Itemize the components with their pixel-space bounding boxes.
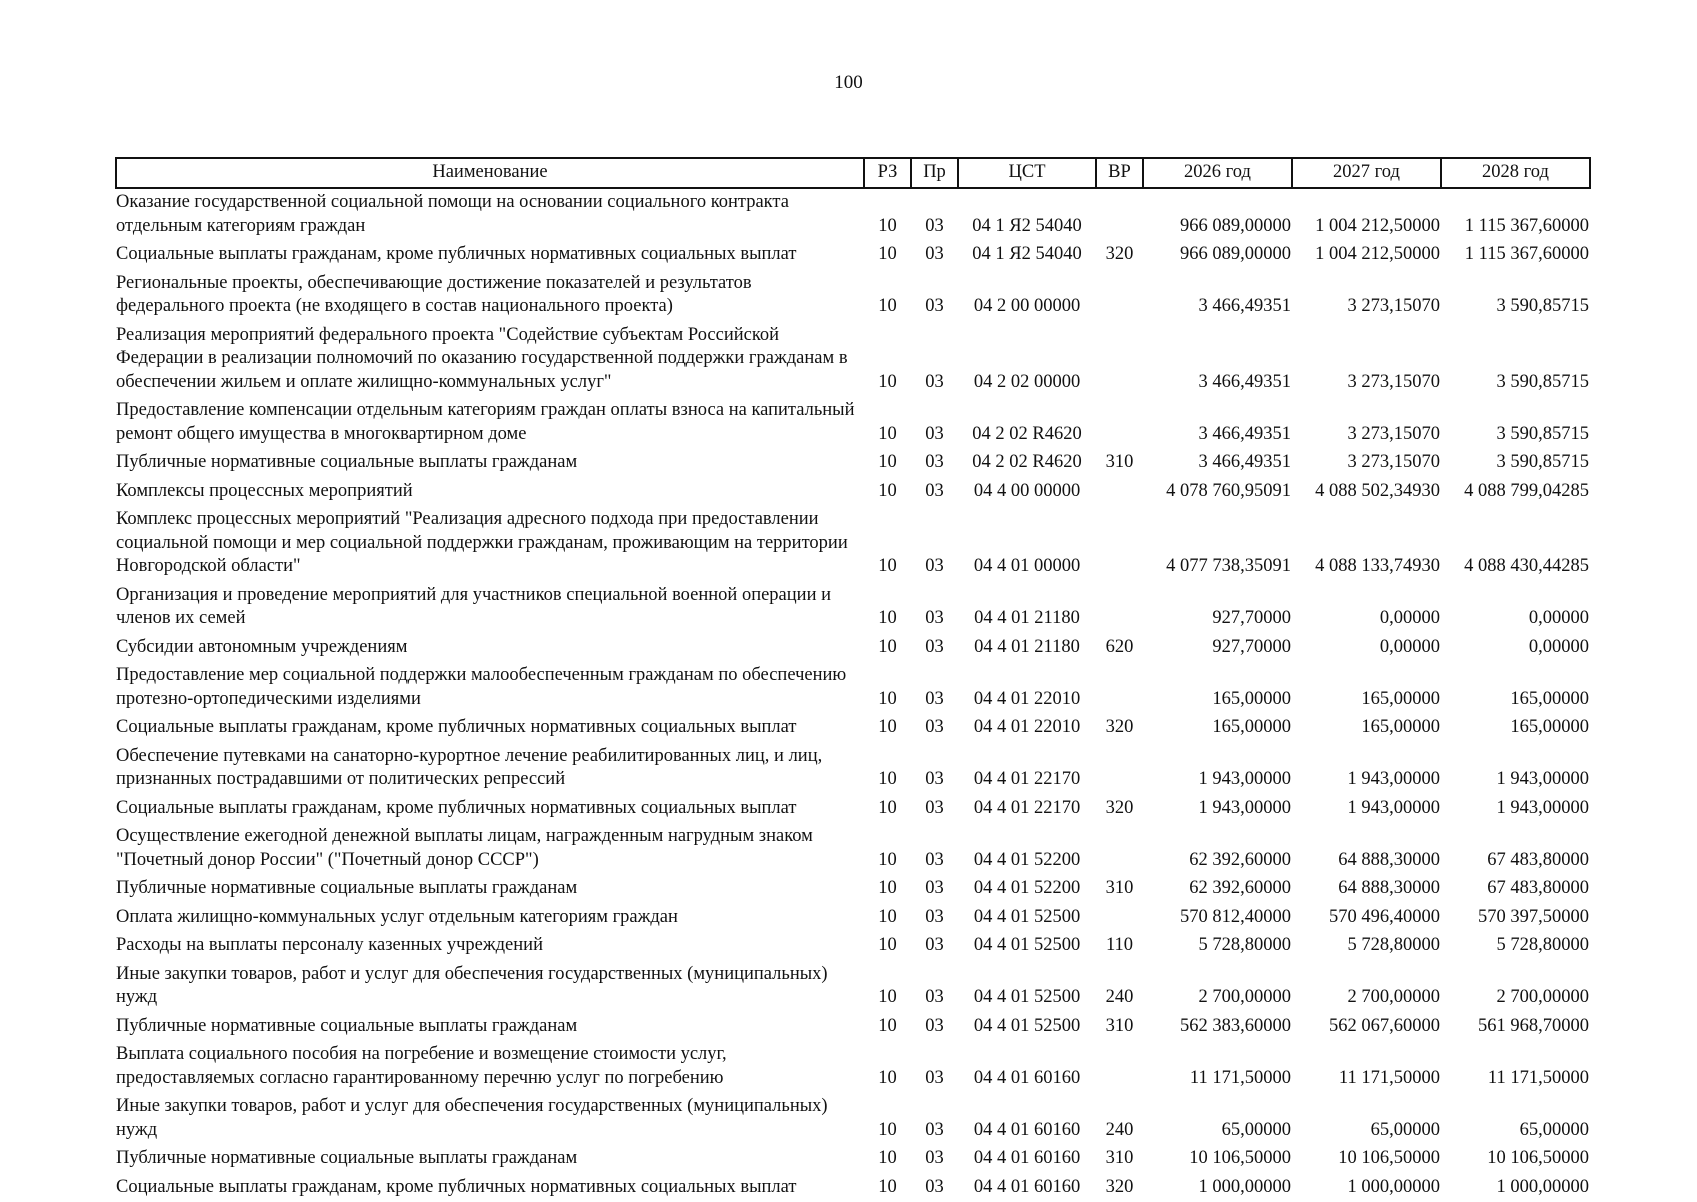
cell-2026: 3 466,49351 bbox=[1143, 449, 1292, 478]
cell-pr: 03 bbox=[911, 875, 958, 904]
cell-pr: 03 bbox=[911, 397, 958, 449]
cell-name: Комплекс процессных мероприятий "Реализация адресного подхода при предоставлении социальной помощи и мер социальной поддержки гражданам, проживающим на территории Новгородской области" bbox=[116, 506, 864, 582]
cell-2027: 1 943,00000 bbox=[1292, 743, 1441, 795]
cell-2027: 3 273,15070 bbox=[1292, 397, 1441, 449]
cell-name: Публичные нормативные социальные выплаты гражданам bbox=[116, 875, 864, 904]
cell-vr: 240 bbox=[1096, 961, 1143, 1013]
cell-2026: 62 392,60000 bbox=[1143, 823, 1292, 875]
table-row bbox=[116, 322, 1590, 398]
cell-2027: 3 273,15070 bbox=[1292, 270, 1441, 322]
cell-pr: 03 bbox=[911, 795, 958, 824]
cell-2026: 3 466,49351 bbox=[1143, 397, 1292, 449]
cell-pr: 03 bbox=[911, 743, 958, 795]
cell-2027: 5 728,80000 bbox=[1292, 932, 1441, 961]
cell-2028: 4 088 799,04285 bbox=[1441, 478, 1590, 507]
cell-name: Социальные выплаты гражданам, кроме публичных нормативных социальных выплат bbox=[116, 1174, 864, 1202]
cell-cst: 04 4 01 60160 bbox=[958, 1145, 1096, 1174]
cell-rz: 10 bbox=[864, 241, 911, 270]
cell-pr: 03 bbox=[911, 449, 958, 478]
cell-name: Иные закупки товаров, работ и услуг для обеспечения государственных (муниципальных) нужд bbox=[116, 1093, 864, 1145]
cell-rz: 10 bbox=[864, 1041, 911, 1093]
cell-name: Публичные нормативные социальные выплаты гражданам bbox=[116, 1013, 864, 1042]
header-name: Наименование bbox=[116, 158, 864, 188]
budget-table bbox=[115, 157, 1591, 1202]
cell-name: Обеспечение путевками на санаторно-курортное лечение реабилитированных лиц, и лиц, признанных пострадавшими от политических репрессий bbox=[116, 743, 864, 795]
cell-cst: 04 4 01 22010 bbox=[958, 714, 1096, 743]
cell-2027: 10 106,50000 bbox=[1292, 1145, 1441, 1174]
cell-name: Субсидии автономным учреждениям bbox=[116, 634, 864, 663]
cell-rz: 10 bbox=[864, 743, 911, 795]
cell-cst: 04 4 01 60160 bbox=[958, 1174, 1096, 1202]
table-header bbox=[116, 158, 1590, 188]
table-body bbox=[116, 188, 1590, 1202]
cell-2027: 64 888,30000 bbox=[1292, 823, 1441, 875]
cell-rz: 10 bbox=[864, 634, 911, 663]
table-row bbox=[116, 449, 1590, 478]
cell-pr: 03 bbox=[911, 1013, 958, 1042]
cell-2028: 3 590,85715 bbox=[1441, 322, 1590, 398]
table-row bbox=[116, 1093, 1590, 1145]
cell-pr: 03 bbox=[911, 932, 958, 961]
cell-rz: 10 bbox=[864, 823, 911, 875]
cell-2026: 62 392,60000 bbox=[1143, 875, 1292, 904]
cell-2028: 3 590,85715 bbox=[1441, 270, 1590, 322]
cell-2028: 165,00000 bbox=[1441, 714, 1590, 743]
cell-2027: 165,00000 bbox=[1292, 662, 1441, 714]
cell-2028: 4 088 430,44285 bbox=[1441, 506, 1590, 582]
cell-rz: 10 bbox=[864, 188, 911, 241]
cell-vr bbox=[1096, 662, 1143, 714]
cell-pr: 03 bbox=[911, 961, 958, 1013]
table-row bbox=[116, 662, 1590, 714]
cell-rz: 10 bbox=[864, 449, 911, 478]
table-row bbox=[116, 1013, 1590, 1042]
cell-cst: 04 2 02 00000 bbox=[958, 322, 1096, 398]
cell-pr: 03 bbox=[911, 1041, 958, 1093]
cell-vr: 310 bbox=[1096, 1013, 1143, 1042]
cell-rz: 10 bbox=[864, 1174, 911, 1202]
table-row bbox=[116, 397, 1590, 449]
cell-2027: 165,00000 bbox=[1292, 714, 1441, 743]
cell-2026: 4 078 760,95091 bbox=[1143, 478, 1292, 507]
cell-pr: 03 bbox=[911, 322, 958, 398]
cell-cst: 04 4 01 22170 bbox=[958, 743, 1096, 795]
cell-2026: 966 089,00000 bbox=[1143, 241, 1292, 270]
cell-cst: 04 4 01 60160 bbox=[958, 1093, 1096, 1145]
cell-pr: 03 bbox=[911, 478, 958, 507]
cell-name: Публичные нормативные социальные выплаты гражданам bbox=[116, 449, 864, 478]
cell-2027: 570 496,40000 bbox=[1292, 904, 1441, 933]
cell-2026: 4 077 738,35091 bbox=[1143, 506, 1292, 582]
table-row bbox=[116, 714, 1590, 743]
cell-pr: 03 bbox=[911, 714, 958, 743]
cell-2027: 1 004 212,50000 bbox=[1292, 188, 1441, 241]
cell-rz: 10 bbox=[864, 714, 911, 743]
cell-name: Предоставление мер социальной поддержки малообеспеченным гражданам по обеспечению протезно-ортопедическими изделиями bbox=[116, 662, 864, 714]
cell-2026: 562 383,60000 bbox=[1143, 1013, 1292, 1042]
page-number: 100 bbox=[0, 72, 1697, 94]
table-row bbox=[116, 270, 1590, 322]
cell-2027: 1 004 212,50000 bbox=[1292, 241, 1441, 270]
table-row bbox=[116, 506, 1590, 582]
cell-name: Социальные выплаты гражданам, кроме публичных нормативных социальных выплат bbox=[116, 241, 864, 270]
cell-2026: 927,70000 bbox=[1143, 582, 1292, 634]
cell-pr: 03 bbox=[911, 582, 958, 634]
cell-cst: 04 4 00 00000 bbox=[958, 478, 1096, 507]
cell-name: Расходы на выплаты персоналу казенных учреждений bbox=[116, 932, 864, 961]
cell-2028: 11 171,50000 bbox=[1441, 1041, 1590, 1093]
table-row bbox=[116, 823, 1590, 875]
cell-pr: 03 bbox=[911, 634, 958, 663]
cell-pr: 03 bbox=[911, 270, 958, 322]
cell-rz: 10 bbox=[864, 506, 911, 582]
cell-2027: 3 273,15070 bbox=[1292, 449, 1441, 478]
header-cst: ЦСТ bbox=[958, 158, 1096, 188]
header-2028: 2028 год bbox=[1441, 158, 1590, 188]
cell-vr bbox=[1096, 506, 1143, 582]
cell-vr: 310 bbox=[1096, 449, 1143, 478]
cell-pr: 03 bbox=[911, 506, 958, 582]
cell-cst: 04 4 01 52500 bbox=[958, 904, 1096, 933]
cell-2028: 1 943,00000 bbox=[1441, 743, 1590, 795]
cell-rz: 10 bbox=[864, 1013, 911, 1042]
cell-2026: 966 089,00000 bbox=[1143, 188, 1292, 241]
header-rz: РЗ bbox=[864, 158, 911, 188]
cell-cst: 04 4 01 52200 bbox=[958, 823, 1096, 875]
cell-name: Региональные проекты, обеспечивающие достижение показателей и результатов федерального проекта (не входящего в состав национального проекта) bbox=[116, 270, 864, 322]
cell-2027: 3 273,15070 bbox=[1292, 322, 1441, 398]
cell-2028: 570 397,50000 bbox=[1441, 904, 1590, 933]
cell-cst: 04 2 02 R4620 bbox=[958, 449, 1096, 478]
cell-2028: 0,00000 bbox=[1441, 582, 1590, 634]
cell-name: Осуществление ежегодной денежной выплаты лицам, награжденным нагрудным знаком "Почетный донор России" ("Почетный донор СССР") bbox=[116, 823, 864, 875]
header-vr: ВР bbox=[1096, 158, 1143, 188]
cell-vr: 620 bbox=[1096, 634, 1143, 663]
cell-rz: 10 bbox=[864, 1093, 911, 1145]
table-row bbox=[116, 875, 1590, 904]
cell-name: Реализация мероприятий федерального проекта "Содействие субъектам Российской Федерации в реализации полномочий по оказанию государственной поддержки гражданам в обеспечении жильем и оплате жилищно-коммунальных услуг" bbox=[116, 322, 864, 398]
cell-rz: 10 bbox=[864, 961, 911, 1013]
cell-2026: 5 728,80000 bbox=[1143, 932, 1292, 961]
cell-vr bbox=[1096, 582, 1143, 634]
cell-rz: 10 bbox=[864, 795, 911, 824]
cell-cst: 04 4 01 52500 bbox=[958, 961, 1096, 1013]
cell-2027: 65,00000 bbox=[1292, 1093, 1441, 1145]
cell-cst: 04 1 Я2 54040 bbox=[958, 241, 1096, 270]
cell-rz: 10 bbox=[864, 322, 911, 398]
cell-cst: 04 4 01 21180 bbox=[958, 634, 1096, 663]
cell-2028: 5 728,80000 bbox=[1441, 932, 1590, 961]
cell-2027: 4 088 133,74930 bbox=[1292, 506, 1441, 582]
cell-2027: 64 888,30000 bbox=[1292, 875, 1441, 904]
cell-2027: 2 700,00000 bbox=[1292, 961, 1441, 1013]
cell-rz: 10 bbox=[864, 932, 911, 961]
cell-name: Социальные выплаты гражданам, кроме публичных нормативных социальных выплат bbox=[116, 795, 864, 824]
table-row bbox=[116, 932, 1590, 961]
cell-2026: 165,00000 bbox=[1143, 714, 1292, 743]
cell-2028: 10 106,50000 bbox=[1441, 1145, 1590, 1174]
cell-2026: 3 466,49351 bbox=[1143, 270, 1292, 322]
cell-2028: 1 115 367,60000 bbox=[1441, 188, 1590, 241]
cell-cst: 04 2 02 R4620 bbox=[958, 397, 1096, 449]
cell-rz: 10 bbox=[864, 662, 911, 714]
cell-rz: 10 bbox=[864, 397, 911, 449]
cell-pr: 03 bbox=[911, 241, 958, 270]
cell-cst: 04 4 01 22010 bbox=[958, 662, 1096, 714]
cell-2027: 1 943,00000 bbox=[1292, 795, 1441, 824]
cell-name: Предоставление компенсации отдельным категориям граждан оплаты взноса на капитальный ремонт общего имущества в многоквартирном доме bbox=[116, 397, 864, 449]
cell-name: Социальные выплаты гражданам, кроме публичных нормативных социальных выплат bbox=[116, 714, 864, 743]
cell-2028: 3 590,85715 bbox=[1441, 397, 1590, 449]
cell-name: Иные закупки товаров, работ и услуг для обеспечения государственных (муниципальных) нужд bbox=[116, 961, 864, 1013]
cell-2028: 1 000,00000 bbox=[1441, 1174, 1590, 1202]
table-row bbox=[116, 904, 1590, 933]
cell-name: Комплексы процессных мероприятий bbox=[116, 478, 864, 507]
cell-vr: 320 bbox=[1096, 795, 1143, 824]
cell-cst: 04 4 01 52500 bbox=[958, 1013, 1096, 1042]
cell-vr bbox=[1096, 478, 1143, 507]
cell-2026: 165,00000 bbox=[1143, 662, 1292, 714]
table-row bbox=[116, 795, 1590, 824]
table-row bbox=[116, 241, 1590, 270]
cell-vr: 320 bbox=[1096, 1174, 1143, 1202]
cell-vr: 310 bbox=[1096, 1145, 1143, 1174]
cell-vr bbox=[1096, 188, 1143, 241]
cell-cst: 04 4 01 00000 bbox=[958, 506, 1096, 582]
cell-2027: 0,00000 bbox=[1292, 634, 1441, 663]
cell-cst: 04 2 00 00000 bbox=[958, 270, 1096, 322]
cell-2026: 1 943,00000 bbox=[1143, 795, 1292, 824]
cell-pr: 03 bbox=[911, 188, 958, 241]
cell-cst: 04 4 01 60160 bbox=[958, 1041, 1096, 1093]
header-2027: 2027 год bbox=[1292, 158, 1441, 188]
table-row bbox=[116, 634, 1590, 663]
cell-name: Публичные нормативные социальные выплаты гражданам bbox=[116, 1145, 864, 1174]
header-pr: Пр bbox=[911, 158, 958, 188]
table-row bbox=[116, 478, 1590, 507]
cell-2028: 1 943,00000 bbox=[1441, 795, 1590, 824]
cell-2026: 927,70000 bbox=[1143, 634, 1292, 663]
cell-2028: 0,00000 bbox=[1441, 634, 1590, 663]
cell-vr bbox=[1096, 823, 1143, 875]
cell-vr: 320 bbox=[1096, 241, 1143, 270]
cell-pr: 03 bbox=[911, 904, 958, 933]
cell-2027: 0,00000 bbox=[1292, 582, 1441, 634]
cell-2028: 561 968,70000 bbox=[1441, 1013, 1590, 1042]
table-row bbox=[116, 188, 1590, 241]
cell-2026: 65,00000 bbox=[1143, 1093, 1292, 1145]
table-row bbox=[116, 743, 1590, 795]
table-row bbox=[116, 1145, 1590, 1174]
cell-vr bbox=[1096, 322, 1143, 398]
cell-pr: 03 bbox=[911, 1093, 958, 1145]
cell-vr bbox=[1096, 270, 1143, 322]
table-row bbox=[116, 582, 1590, 634]
cell-rz: 10 bbox=[864, 904, 911, 933]
cell-pr: 03 bbox=[911, 1145, 958, 1174]
cell-2027: 1 000,00000 bbox=[1292, 1174, 1441, 1202]
cell-cst: 04 4 01 21180 bbox=[958, 582, 1096, 634]
cell-2026: 11 171,50000 bbox=[1143, 1041, 1292, 1093]
cell-rz: 10 bbox=[864, 270, 911, 322]
cell-2027: 11 171,50000 bbox=[1292, 1041, 1441, 1093]
cell-vr bbox=[1096, 1041, 1143, 1093]
cell-cst: 04 1 Я2 54040 bbox=[958, 188, 1096, 241]
cell-cst: 04 4 01 52500 bbox=[958, 932, 1096, 961]
table-row bbox=[116, 961, 1590, 1013]
cell-cst: 04 4 01 22170 bbox=[958, 795, 1096, 824]
table-row bbox=[116, 1041, 1590, 1093]
cell-2026: 10 106,50000 bbox=[1143, 1145, 1292, 1174]
cell-2027: 4 088 502,34930 bbox=[1292, 478, 1441, 507]
cell-2028: 67 483,80000 bbox=[1441, 875, 1590, 904]
cell-rz: 10 bbox=[864, 875, 911, 904]
cell-vr: 310 bbox=[1096, 875, 1143, 904]
cell-2026: 2 700,00000 bbox=[1143, 961, 1292, 1013]
cell-2028: 3 590,85715 bbox=[1441, 449, 1590, 478]
cell-vr bbox=[1096, 904, 1143, 933]
cell-2028: 2 700,00000 bbox=[1441, 961, 1590, 1013]
cell-pr: 03 bbox=[911, 662, 958, 714]
cell-rz: 10 bbox=[864, 582, 911, 634]
cell-2028: 65,00000 bbox=[1441, 1093, 1590, 1145]
cell-name: Организация и проведение мероприятий для участников специальной военной операции и членов их семей bbox=[116, 582, 864, 634]
cell-name: Оказание государственной социальной помощи на основании социального контракта отдельным категориям граждан bbox=[116, 188, 864, 241]
header-row bbox=[116, 158, 1590, 188]
cell-2026: 3 466,49351 bbox=[1143, 322, 1292, 398]
cell-2028: 165,00000 bbox=[1441, 662, 1590, 714]
header-2026: 2026 год bbox=[1143, 158, 1292, 188]
cell-vr: 240 bbox=[1096, 1093, 1143, 1145]
cell-2027: 562 067,60000 bbox=[1292, 1013, 1441, 1042]
cell-2026: 570 812,40000 bbox=[1143, 904, 1292, 933]
cell-pr: 03 bbox=[911, 1174, 958, 1202]
cell-vr bbox=[1096, 397, 1143, 449]
cell-name: Оплата жилищно-коммунальных услуг отдельным категориям граждан bbox=[116, 904, 864, 933]
cell-rz: 10 bbox=[864, 1145, 911, 1174]
cell-2028: 67 483,80000 bbox=[1441, 823, 1590, 875]
cell-2026: 1 943,00000 bbox=[1143, 743, 1292, 795]
cell-2028: 1 115 367,60000 bbox=[1441, 241, 1590, 270]
table-row bbox=[116, 1174, 1590, 1202]
cell-name: Выплата социального пособия на погребение и возмещение стоимости услуг, предоставляемых согласно гарантированному перечню услуг по погребению bbox=[116, 1041, 864, 1093]
cell-2026: 1 000,00000 bbox=[1143, 1174, 1292, 1202]
cell-cst: 04 4 01 52200 bbox=[958, 875, 1096, 904]
cell-pr: 03 bbox=[911, 823, 958, 875]
cell-vr: 110 bbox=[1096, 932, 1143, 961]
cell-vr bbox=[1096, 743, 1143, 795]
cell-rz: 10 bbox=[864, 478, 911, 507]
cell-vr: 320 bbox=[1096, 714, 1143, 743]
